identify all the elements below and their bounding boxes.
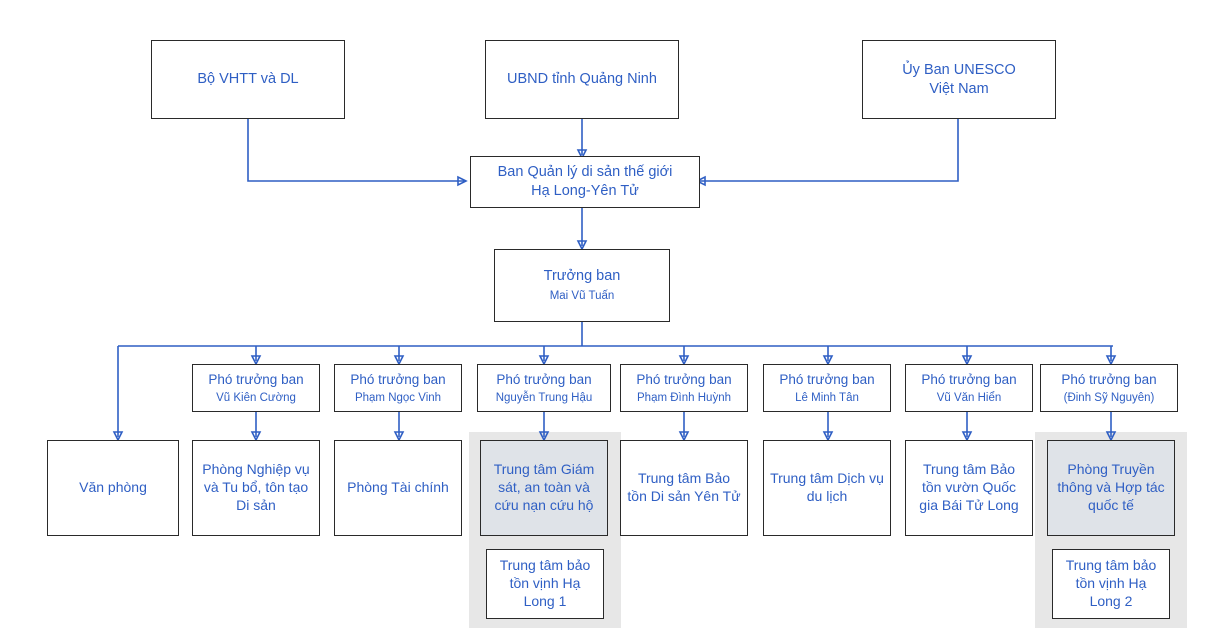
unit-label: Phòng Truyền thông và Hợp tác quốc tế <box>1057 461 1165 513</box>
board-label-line1: Ban Quản lý di sản thế giới <box>497 164 673 181</box>
deputy-box-1[interactable] <box>192 364 320 412</box>
deputy-title: Phó trưởng ban <box>496 371 592 387</box>
deputy-name: Lê Minh Tân <box>795 391 859 404</box>
unit-label: Văn phòng <box>79 479 147 496</box>
authority-box-ubnd[interactable] <box>485 40 679 119</box>
unit-box-dich-vu-du-lich[interactable] <box>763 440 891 536</box>
authority-box-unesco[interactable] <box>862 40 1056 119</box>
head-name: Mai Vũ Tuấn <box>549 289 615 302</box>
authority-label: Bộ VHTT và DL <box>197 71 299 88</box>
sub-unit-label: Trung tâm bảo tồn vịnh Hạ Long 2 <box>1065 557 1157 609</box>
unit-box-tai-chinh[interactable] <box>334 440 462 536</box>
deputy-box-2[interactable] <box>334 364 462 412</box>
unit-box-nghiep-vu-tu-bo[interactable] <box>192 440 320 536</box>
sub-unit-label: Trung tâm bảo tồn vịnh Hạ Long 1 <box>499 557 591 609</box>
unit-label: Trung tâm Dịch vụ du lịch <box>770 470 884 504</box>
head-title: Trưởng ban <box>543 268 621 285</box>
deputy-name: Nguyễn Trung Hậu <box>495 391 593 404</box>
deputy-title: Phó trưởng ban <box>921 371 1017 387</box>
board-management-box[interactable] <box>470 156 700 208</box>
deputy-box-6[interactable] <box>905 364 1033 412</box>
authority-label-line2: Việt Nam <box>929 80 989 97</box>
unit-label: Trung tâm Bảo tồn Di sản Yên Tử <box>627 470 741 504</box>
unit-box-bai-tu-long[interactable] <box>905 440 1033 536</box>
deputy-box-3[interactable] <box>477 364 611 412</box>
deputy-name: Vũ Văn Hiển <box>936 391 1002 404</box>
unit-label: Trung tâm Bảo tồn vườn Quốc gia Bái Tử Long <box>919 461 1019 513</box>
authority-label: UBND tỉnh Quảng Ninh <box>507 71 657 88</box>
unit-box-van-phong[interactable] <box>47 440 179 536</box>
authority-label-line1: Ủy Ban UNESCO <box>902 61 1016 78</box>
unit-label: Trung tâm Giám sát, an toàn và cứu nạn cứu hộ <box>493 461 595 513</box>
deputy-title: Phó trưởng ban <box>1061 371 1157 387</box>
sub-unit-box-ha-long-1[interactable] <box>486 549 604 619</box>
deputy-title: Phó trưởng ban <box>208 371 304 387</box>
deputy-box-4[interactable] <box>620 364 748 412</box>
board-label-line2: Hạ Long-Yên Tử <box>531 183 639 199</box>
deputy-title: Phó trưởng ban <box>636 371 732 387</box>
deputy-name: Phạm Đình Huỳnh <box>637 391 731 404</box>
deputy-title: Phó trưởng ban <box>350 371 446 387</box>
unit-box-bao-ton-yen-tu[interactable] <box>620 440 748 536</box>
authority-box-bo-vhtt[interactable] <box>151 40 345 119</box>
deputy-name: (Đinh Sỹ Nguyên) <box>1063 391 1155 404</box>
deputy-name: Phạm Ngọc Vinh <box>354 391 442 404</box>
unit-box-truyen-thong-hop-tac[interactable] <box>1047 440 1175 536</box>
deputy-name: Vũ Kiên Cường <box>216 391 296 404</box>
head-of-board-box[interactable] <box>494 249 670 322</box>
deputy-title: Phó trưởng ban <box>779 371 875 387</box>
unit-label: Phòng Tài chính <box>347 479 449 496</box>
deputy-box-7[interactable] <box>1040 364 1178 412</box>
unit-label: Phòng Nghiệp vụ và Tu bổ, tôn tạo Di sản <box>202 461 310 513</box>
sub-unit-box-ha-long-2[interactable] <box>1052 549 1170 619</box>
unit-box-giam-sat-cuu-nan[interactable] <box>480 440 608 536</box>
deputy-box-5[interactable] <box>763 364 891 412</box>
